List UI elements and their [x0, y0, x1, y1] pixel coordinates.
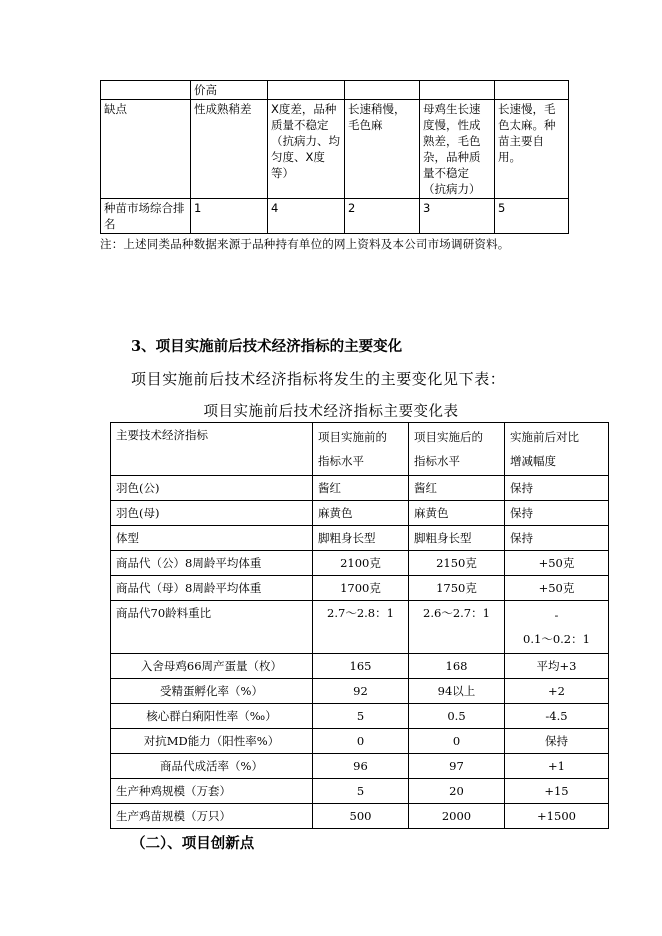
indicator-name: 商品代（公）8周龄平均体重	[111, 551, 313, 576]
table-cell: 5	[495, 199, 569, 234]
header-cell: 主要技术经济指标	[111, 423, 313, 476]
table-cell: 长速慢，毛色太麻。种苗主要自用。	[495, 100, 569, 199]
indicator-name: 生产鸡苗规模（万只）	[111, 804, 313, 829]
after-value: 0	[409, 729, 505, 754]
change-value: 保持	[505, 501, 609, 526]
indicator-name: 受精蛋孵化率（%）	[111, 679, 313, 704]
table-row	[111, 704, 609, 729]
table-row	[101, 100, 569, 199]
after-value: 1750克	[409, 576, 505, 601]
after-value: 酱红	[409, 476, 505, 501]
data-source-note: 注：上述同类品种数据来源于品种持有单位的网上资料及本公司市场调研资料。	[100, 237, 510, 251]
table-row	[111, 679, 609, 704]
table-row	[111, 501, 609, 526]
table-row	[111, 551, 609, 576]
header-cell: 项目实施前的 指标水平	[313, 423, 409, 476]
table-cell: 性成熟稍差	[191, 100, 268, 199]
table-cell: X度差，品种质量不稳定（抗病力、均匀度、X度等）	[268, 100, 345, 199]
after-value: 2.6～2.7：1	[409, 601, 505, 654]
before-value: 脚粗身长型	[313, 526, 409, 551]
section-heading: 3、项目实施前后技术经济指标的主要变化	[131, 338, 403, 355]
before-value: 2100克	[313, 551, 409, 576]
table-cell: 长速稍慢，毛色麻	[345, 100, 420, 199]
table-cell: 种苗市场综合排名	[101, 199, 191, 234]
indicator-name: 商品代（母）8周龄平均体重	[111, 576, 313, 601]
table-row	[111, 779, 609, 804]
change-value: +50克	[505, 576, 609, 601]
indicator-name: 对抗MD能力（阳性率%）	[111, 729, 313, 754]
indicator-name: 体型	[111, 526, 313, 551]
change-value: +2	[505, 679, 609, 704]
after-value: 168	[409, 654, 505, 679]
after-value: 0.5	[409, 704, 505, 729]
before-value: 5	[313, 704, 409, 729]
intro-paragraph: 项目实施前后技术经济指标将发生的主要变化见下表：	[131, 370, 506, 388]
table-row	[111, 804, 609, 829]
after-value: 20	[409, 779, 505, 804]
table-row	[111, 754, 609, 779]
after-value: 2000	[409, 804, 505, 829]
before-value: 2.7～2.8：1	[313, 601, 409, 654]
change-value: +50克	[505, 551, 609, 576]
table-cell	[345, 81, 420, 100]
indicator-table	[110, 422, 609, 829]
indicator-name: 入舍母鸡66周产蛋量（枚）	[111, 654, 313, 679]
comparison-table	[100, 80, 569, 234]
change-value: -4.5	[505, 704, 609, 729]
header-cell: 实施前后对比 增减幅度	[505, 423, 609, 476]
table-row	[101, 81, 569, 100]
change-value: - 0.1～0.2：1	[505, 601, 609, 654]
table-row	[111, 476, 609, 501]
indicator-name: 羽色(母)	[111, 501, 313, 526]
change-value: +15	[505, 779, 609, 804]
table-row	[111, 654, 609, 679]
after-value: 94以上	[409, 679, 505, 704]
table-cell: 2	[345, 199, 420, 234]
table-row	[111, 601, 609, 654]
before-value: 1700克	[313, 576, 409, 601]
before-value: 500	[313, 804, 409, 829]
after-value: 脚粗身长型	[409, 526, 505, 551]
indicator-name: 羽色(公)	[111, 476, 313, 501]
indicator-name: 核心群白痢阳性率（‰）	[111, 704, 313, 729]
table-cell: 1	[191, 199, 268, 234]
table-cell: 3	[420, 199, 495, 234]
table-caption: 项目实施前后技术经济指标主要变化表	[203, 404, 459, 420]
before-value: 酱红	[313, 476, 409, 501]
table-cell	[268, 81, 345, 100]
section-heading: （二）、项目创新点	[131, 835, 255, 852]
before-value: 92	[313, 679, 409, 704]
before-value: 165	[313, 654, 409, 679]
before-value: 5	[313, 779, 409, 804]
after-value: 97	[409, 754, 505, 779]
table-header-row	[111, 423, 609, 476]
table-cell: 4	[268, 199, 345, 234]
table-cell	[101, 81, 191, 100]
header-cell: 项目实施后的 指标水平	[409, 423, 505, 476]
before-value: 0	[313, 729, 409, 754]
table-row	[111, 526, 609, 551]
table-row	[111, 576, 609, 601]
change-value: 保持	[505, 526, 609, 551]
indicator-name: 商品代成活率（%）	[111, 754, 313, 779]
change-value: 平均+3	[505, 654, 609, 679]
after-value: 2150克	[409, 551, 505, 576]
indicator-name: 商品代70龄料重比	[111, 601, 313, 654]
after-value: 麻黄色	[409, 501, 505, 526]
change-value: 保持	[505, 476, 609, 501]
table-cell: 缺点	[101, 100, 191, 199]
indicator-name: 生产种鸡规模（万套）	[111, 779, 313, 804]
table-cell	[420, 81, 495, 100]
change-value: +1500	[505, 804, 609, 829]
before-value: 麻黄色	[313, 501, 409, 526]
change-value: 保持	[505, 729, 609, 754]
change-value: +1	[505, 754, 609, 779]
before-value: 96	[313, 754, 409, 779]
table-cell: 价高	[191, 81, 268, 100]
table-cell	[495, 81, 569, 100]
table-row	[101, 199, 569, 234]
table-cell: 母鸡生长速度慢，性成熟差，毛色杂，品种质量不稳定（抗病力）	[420, 100, 495, 199]
table-row	[111, 729, 609, 754]
